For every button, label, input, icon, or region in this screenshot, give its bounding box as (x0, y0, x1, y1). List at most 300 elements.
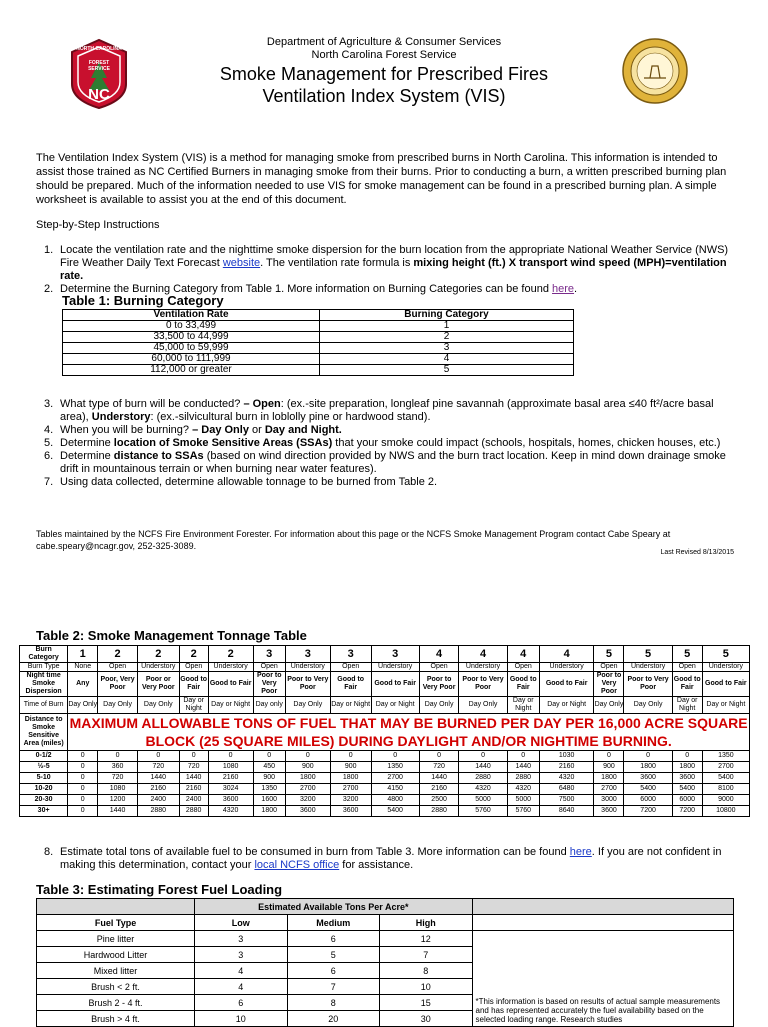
tonnage-cell: 900 (330, 762, 371, 773)
step-4 (36, 424, 740, 437)
header-cell: Good to Fair (179, 672, 208, 697)
tonnage-cell: 2700 (371, 773, 419, 784)
tonnage-cell: 6480 (539, 784, 594, 795)
header-cell: Day Only (624, 697, 672, 714)
tonnage-cell: 2160 (179, 784, 208, 795)
tonnage-cell: 2880 (507, 773, 539, 784)
table2 (19, 645, 750, 817)
tonnage-cell: 5400 (672, 784, 702, 795)
tons-cell: 8 (380, 963, 472, 979)
header-cell: Poor or Very Poor (137, 672, 179, 697)
step-number: 5. (44, 437, 54, 449)
header-cell: 2 (137, 646, 179, 663)
type-row (20, 663, 750, 672)
fuel-info-link[interactable]: here (569, 846, 592, 858)
tonnage-cell: 8640 (539, 806, 594, 817)
table-row (63, 343, 574, 354)
table-row (20, 784, 750, 795)
table-row (37, 931, 734, 947)
tonnage-cell: 0 (594, 751, 624, 762)
fuel-type-cell: Pine litter (37, 931, 195, 947)
header-cell: Day or Night (702, 697, 749, 714)
header-cell: 4 (507, 646, 539, 663)
header-cell: Day Only (419, 697, 459, 714)
header-cell: Poor to Very Poor (459, 672, 507, 697)
ssa-label: location of Smoke Sensitive Areas (SSAs) (113, 437, 333, 449)
cell: 5 (320, 365, 574, 376)
tonnage-cell: 1800 (672, 762, 702, 773)
tonnage-cell: 2700 (285, 784, 330, 795)
header-cell: Poor, Very Poor (98, 672, 138, 697)
tonnage-cell: 1440 (507, 762, 539, 773)
tonnage-cell: 5760 (507, 806, 539, 817)
tonnage-cell: 2700 (594, 784, 624, 795)
steps-list-a (36, 244, 740, 296)
tonnage-cell: 2160 (419, 784, 459, 795)
tonnage-cell: 1030 (539, 751, 594, 762)
header-cell: Good to Fair (702, 672, 749, 697)
last-revised: Last Revised 8/13/2015 (660, 549, 734, 556)
cell: 33,500 to 44,999 (63, 332, 320, 343)
tons-cell: 5 (287, 947, 380, 963)
tonnage-cell: 4320 (459, 784, 507, 795)
tonnage-cell: 1350 (371, 762, 419, 773)
header-cell: Poor to Very Poor (624, 672, 672, 697)
tonnage-cell: 2500 (419, 795, 459, 806)
tonnage-cell: 0 (285, 751, 330, 762)
column-header: Burning Category (320, 310, 574, 321)
header-cell: Understory (285, 663, 330, 672)
table-row (20, 773, 750, 784)
header-cell: Open (672, 663, 702, 672)
step-text: What type of burn will be conducted? (60, 398, 244, 410)
column-header: Medium (287, 915, 380, 931)
header-cell: Day Only (594, 697, 624, 714)
step-3 (36, 398, 740, 424)
tonnage-cell: 1800 (285, 773, 330, 784)
header-cell: Good to Fair (371, 672, 419, 697)
cell: 45,000 to 59,999 (63, 343, 320, 354)
tonnage-cell: 0 (68, 806, 98, 817)
step-text: . If you are not confident in making this determination, contact your (60, 846, 722, 871)
tonnage-cell: 0 (371, 751, 419, 762)
column-header: Ventilation Rate (63, 310, 320, 321)
step-text: : (ex.-site preparation, longleaf pine savannah (approximate basal area ≤40 ft²/acre basal area), (60, 398, 714, 423)
tonnage-cell: 2700 (330, 784, 371, 795)
tonnage-cell: 1350 (702, 751, 749, 762)
header-cell: 3 (371, 646, 419, 663)
header-cell: 3 (253, 646, 285, 663)
header-cell: Day Only (459, 697, 507, 714)
tonnage-cell: 4800 (371, 795, 419, 806)
table-header-row (63, 310, 574, 321)
step-number: 8. (44, 846, 54, 858)
step-text: or (248, 424, 265, 436)
group-header: Estimated Available Tons Per Acre* (195, 899, 472, 915)
header-cell: Open (330, 663, 371, 672)
column-header: Low (195, 915, 287, 931)
tons-cell: 4 (195, 963, 287, 979)
tonnage-cell: 720 (419, 762, 459, 773)
step-number: 7. (44, 476, 54, 488)
table2-title: Table 2: Smoke Management Tonnage Table (36, 628, 307, 643)
tonnage-cell: 3600 (672, 773, 702, 784)
tonnage-cell: 4320 (507, 784, 539, 795)
logo-top-text: NORTH CAROLINA (76, 46, 122, 52)
tonnage-cell: 1350 (253, 784, 285, 795)
header-cell: 3 (330, 646, 371, 663)
header-cell: 4 (459, 646, 507, 663)
tonnage-cell: 720 (179, 762, 208, 773)
tonnage-cell: 3024 (208, 784, 253, 795)
row-label: Time of Burn (20, 697, 68, 714)
header-cell: Day or Night (179, 697, 208, 714)
header-cell: 5 (594, 646, 624, 663)
tonnage-cell: 3200 (330, 795, 371, 806)
tonnage-cell: 2700 (702, 762, 749, 773)
step-6 (36, 450, 740, 476)
tonnage-cell: 0 (330, 751, 371, 762)
burning-category-link[interactable]: here (552, 283, 575, 295)
header-cell: Understory (371, 663, 419, 672)
tonnage-cell: 720 (137, 762, 179, 773)
header-cell: 2 (98, 646, 138, 663)
header-cell: Poor to Very Poor (253, 672, 285, 697)
step-number: 6. (44, 450, 54, 462)
ncfs-logo (66, 38, 132, 110)
banner-row (20, 714, 750, 751)
step-text: that your smoke could impact (schools, hospitals, homes, chicken houses, etc.) (332, 437, 721, 449)
tonnage-cell: 1800 (624, 762, 672, 773)
distance-label: 20-30 (20, 795, 68, 806)
intro-paragraph: The Ventilation Index System (VIS) is a method for managing smoke from prescribed burns in North Carolina. This information is intended to assist those trained as NC Certified Burners in managing smoke from their burns. Prior to conducting a burn, a written prescribed burning plan should be prepared. Much of the information needed to use VIS for smoke management can be found in a prescribed burning plan. A simple worksheet is available to assist you at the end of this document. (36, 152, 727, 206)
header-cell: Open (419, 663, 459, 672)
tonnage-cell: 3200 (285, 795, 330, 806)
tonnage-cell: 450 (253, 762, 285, 773)
tonnage-cell: 2880 (137, 806, 179, 817)
step-number: 4. (44, 424, 54, 436)
header-cell: Open (98, 663, 138, 672)
footer-note: Tables maintained by the NCFS Fire Environment Forester. For information about this page or the NCFS Smoke Management Program contact Cabe Speary at cabe.speary@ncagr.gov, 252-325-3089. (36, 529, 671, 551)
tonnage-cell: 1200 (98, 795, 138, 806)
tonnage-cell: 5000 (459, 795, 507, 806)
logo-mid-text: FOREST SERVICE (88, 60, 110, 72)
step-text: for assistance. (339, 859, 414, 871)
tonnage-cell: 3600 (330, 806, 371, 817)
local-office-link[interactable]: local NCFS office (254, 859, 340, 871)
step-number: 3. (44, 398, 54, 410)
row-label: Burn Type (20, 663, 68, 672)
tonnage-cell: 3600 (624, 773, 672, 784)
cell: 112,000 or greater (63, 365, 320, 376)
header-cell: Open (594, 663, 624, 672)
header-cell: Day or Night (672, 697, 702, 714)
tonnage-cell: 0 (68, 795, 98, 806)
page-title: Smoke Management for Prescribed Fires (219, 64, 549, 84)
tonnage-cell: 0 (624, 751, 672, 762)
tonnage-cell: 3000 (594, 795, 624, 806)
tons-cell: 3 (195, 931, 287, 947)
tonnage-cell: 900 (285, 762, 330, 773)
tonnage-banner: MAXIMUM ALLOWABLE TONS OF FUEL THAT MAY BE BURNED PER DAY PER 16,000 ACRE SQUARE BLOCK (25 SQUARE MILES) DURING DAYLIGHT AND/OR NIGHTIME BURNING. (69, 715, 748, 749)
header-cell: 4 (539, 646, 594, 663)
tonnage-cell: 5400 (624, 784, 672, 795)
tonnage-cell: 900 (253, 773, 285, 784)
table-row (20, 762, 750, 773)
step-text: Locate the ventilation rate and the nighttime smoke dispersion for the burn location from the appropriate National Weather Service (NWS) Fire Weather Daily Text Forecast (60, 244, 729, 269)
tonnage-cell: 2400 (179, 795, 208, 806)
table1-title: Table 1: Burning Category (62, 293, 224, 308)
header-cell: Day only (253, 697, 285, 714)
header-cell: Poor to Very Poor (285, 672, 330, 697)
cell: 60,000 to 111,999 (63, 354, 320, 365)
fuel-note: *This information is based on results of actual sample measurements and has represented accurately the fuel availability based on the selected loading range. Research studies (472, 931, 734, 1027)
steps-list-c (36, 846, 740, 872)
service-name: North Carolina Forest Service (311, 49, 457, 61)
header-cell: Day or Night (507, 697, 539, 714)
day-night-label: Day and Night. (264, 424, 342, 436)
table3-title: Table 3: Estimating Forest Fuel Loading (36, 882, 283, 897)
header-cell: Day Only (285, 697, 330, 714)
nws-website-link[interactable]: website (222, 257, 261, 269)
understory-label: Understory (91, 411, 151, 423)
row-label: Night time Smoke Dispersion (20, 672, 68, 697)
tons-cell: 15 (380, 995, 472, 1011)
tonnage-cell: 6000 (672, 795, 702, 806)
header-cell: 5 (702, 646, 749, 663)
distance-label: 30+ (20, 806, 68, 817)
header-cell: Any (68, 672, 98, 697)
header-cell: Open (179, 663, 208, 672)
step-number: 2. (44, 283, 54, 295)
header-cell: Poor to Very Poor (419, 672, 459, 697)
tonnage-cell: 1440 (459, 762, 507, 773)
header-cell: None (68, 663, 98, 672)
header-cell: Good to Fair (672, 672, 702, 697)
tonnage-cell: 0 (208, 751, 253, 762)
header-cell: Day or Night (208, 697, 253, 714)
row-label: Burn Category (20, 646, 68, 663)
tons-cell: 30 (380, 1011, 472, 1027)
tons-cell: 6 (287, 931, 380, 947)
fuel-type-cell: Brush > 4 ft. (37, 1011, 195, 1027)
tons-cell: 20 (287, 1011, 380, 1027)
steps-list-b (36, 398, 740, 489)
table-header-row (37, 915, 734, 931)
step-text: When you will be burning? (60, 424, 193, 436)
tonnage-cell: 5760 (459, 806, 507, 817)
tonnage-cell: 2160 (539, 762, 594, 773)
ncda-seal (622, 38, 688, 104)
header-cell: Good to Fair (539, 672, 594, 697)
header-cell: Open (507, 663, 539, 672)
tonnage-cell: 1440 (98, 806, 138, 817)
step-7 (36, 476, 740, 489)
table-row (63, 321, 574, 332)
tonnage-cell: 3600 (285, 806, 330, 817)
tonnage-cell: 0 (507, 751, 539, 762)
tonnage-cell: 0 (459, 751, 507, 762)
tons-cell: 6 (287, 963, 380, 979)
cell: 2 (320, 332, 574, 343)
step-text: Estimate total tons of available fuel to be consumed in burn from Table 3. More information can be found (60, 846, 570, 858)
tonnage-cell: 0 (68, 784, 98, 795)
tonnage-cell: 8100 (702, 784, 749, 795)
cell: 4 (320, 354, 574, 365)
tons-cell: 7 (380, 947, 472, 963)
step-number: 1. (44, 244, 54, 256)
tonnage-cell: 0 (137, 751, 179, 762)
table-row (63, 365, 574, 376)
tonnage-cell: 2400 (137, 795, 179, 806)
tons-cell: 6 (195, 995, 287, 1011)
tonnage-cell: 4150 (371, 784, 419, 795)
distance-label: 10-20 (20, 784, 68, 795)
header-cell: Understory (208, 663, 253, 672)
header-cell: Open (253, 663, 285, 672)
step-text: . The ventilation rate formula is (260, 257, 414, 269)
day-only-label: – Day Only (192, 424, 249, 436)
step-text: : (ex.-silvicultural burn in loblolly pine or hardwood stand). (150, 411, 431, 423)
table1 (62, 309, 574, 376)
table-row (63, 354, 574, 365)
header-cell: Understory (624, 663, 672, 672)
logo-bottom-text: NC (88, 86, 110, 103)
tonnage-cell: 7200 (672, 806, 702, 817)
tonnage-cell: 10800 (702, 806, 749, 817)
header-cell: 5 (672, 646, 702, 663)
step-text: . (574, 283, 578, 295)
tonnage-cell: 1800 (594, 773, 624, 784)
header-cell: Good to Fair (507, 672, 539, 697)
step-text: (based on wind direction provided by NWS and the burn tract location. Keep in mind down drainage smoke drift in mountainous terrain or when burning near water features). (60, 450, 726, 475)
tonnage-cell: 1080 (98, 784, 138, 795)
tonnage-cell: 7500 (539, 795, 594, 806)
tonnage-cell: 2880 (459, 773, 507, 784)
distance-label: 0-1/2 (20, 751, 68, 762)
tonnage-cell: 2160 (137, 784, 179, 795)
tonnage-cell: 3600 (594, 806, 624, 817)
tonnage-cell: 1440 (179, 773, 208, 784)
tons-cell: 10 (380, 979, 472, 995)
tonnage-cell: 3600 (208, 795, 253, 806)
dept-name: Department of Agriculture & Consumer Services (266, 36, 502, 48)
table-group-header (37, 899, 734, 915)
distance-label: ½-5 (20, 762, 68, 773)
tonnage-cell: 0 (253, 751, 285, 762)
header-cell: Understory (539, 663, 594, 672)
distance-label: distance to SSAs (113, 450, 204, 462)
header-cell: 2 (208, 646, 253, 663)
tonnage-cell: 1440 (419, 773, 459, 784)
formula-text: mixing height (ft.) X transport wind speed (MPH)=ventilation rate. (60, 257, 727, 282)
header-cell: Day Only (98, 697, 138, 714)
tonnage-cell: 5000 (507, 795, 539, 806)
step-8 (36, 846, 740, 872)
tonnage-cell: 720 (98, 773, 138, 784)
cell: 3 (320, 343, 574, 354)
table-row (20, 751, 750, 762)
tonnage-cell: 6000 (624, 795, 672, 806)
header-cell: Good to Fair (208, 672, 253, 697)
tonnage-cell: 1440 (137, 773, 179, 784)
header-cell: Day or Night (539, 697, 594, 714)
cell: 1 (320, 321, 574, 332)
tonnage-cell: 360 (98, 762, 138, 773)
time-row (20, 697, 750, 714)
tons-cell: 8 (287, 995, 380, 1011)
page-subtitle: Ventilation Index System (VIS) (262, 86, 506, 106)
tonnage-cell: 4320 (539, 773, 594, 784)
step-5 (36, 437, 740, 450)
tonnage-cell: 0 (68, 751, 98, 762)
cell: 0 to 33,499 (63, 321, 320, 332)
header-cell: 1 (68, 646, 98, 663)
tons-cell: 4 (195, 979, 287, 995)
header-cell: Understory (459, 663, 507, 672)
tonnage-cell: 9000 (702, 795, 749, 806)
header-cell: Understory (702, 663, 749, 672)
header-cell: 2 (179, 646, 208, 663)
table-row (20, 806, 750, 817)
step-1 (36, 244, 740, 283)
header-cell: Poor to Very Poor (594, 672, 624, 697)
tonnage-cell: 5400 (371, 806, 419, 817)
tonnage-cell: 0 (68, 762, 98, 773)
open-label: – Open (243, 398, 281, 410)
tonnage-cell: 4320 (208, 806, 253, 817)
header-cell: 5 (624, 646, 672, 663)
step-text: Using data collected, determine allowable tonnage to be burned from Table 2. (60, 476, 438, 488)
row-label: Distance to Smoke Sensitive Area (miles) (20, 714, 68, 751)
tonnage-cell: 2880 (419, 806, 459, 817)
tonnage-cell: 1600 (253, 795, 285, 806)
tonnage-cell: 7200 (624, 806, 672, 817)
tonnage-cell: 2160 (208, 773, 253, 784)
tonnage-cell: 0 (672, 751, 702, 762)
fuel-type-cell: Hardwood Litter (37, 947, 195, 963)
header-cell: Day Only (137, 697, 179, 714)
tonnage-cell: 0 (98, 751, 138, 762)
column-header: High (380, 915, 472, 931)
table-row (63, 332, 574, 343)
tons-cell: 3 (195, 947, 287, 963)
step-text: Determine (60, 437, 114, 449)
steps-heading: Step-by-Step Instructions (36, 219, 160, 231)
fuel-type-cell: Mixed litter (37, 963, 195, 979)
column-header: Fuel Type (37, 915, 195, 931)
tonnage-cell: 2880 (179, 806, 208, 817)
tonnage-cell: 0 (419, 751, 459, 762)
header-cell: Understory (137, 663, 179, 672)
night-row (20, 672, 750, 697)
table3 (36, 898, 734, 1027)
category-row (20, 646, 750, 663)
fuel-type-cell: Brush 2 - 4 ft. (37, 995, 195, 1011)
step-text: Determine the Burning Category from Table 1. More information on Burning Categories can be found (60, 283, 553, 295)
tons-cell: 10 (195, 1011, 287, 1027)
tonnage-cell: 0 (179, 751, 208, 762)
tonnage-cell: 1800 (330, 773, 371, 784)
table-row (20, 795, 750, 806)
header-cell: Good to Fair (330, 672, 371, 697)
header-cell: Day or Night (330, 697, 371, 714)
header-cell: Day or Night (371, 697, 419, 714)
tonnage-cell: 900 (594, 762, 624, 773)
tons-cell: 7 (287, 979, 380, 995)
fuel-type-cell: Brush < 2 ft. (37, 979, 195, 995)
tonnage-cell: 5400 (702, 773, 749, 784)
